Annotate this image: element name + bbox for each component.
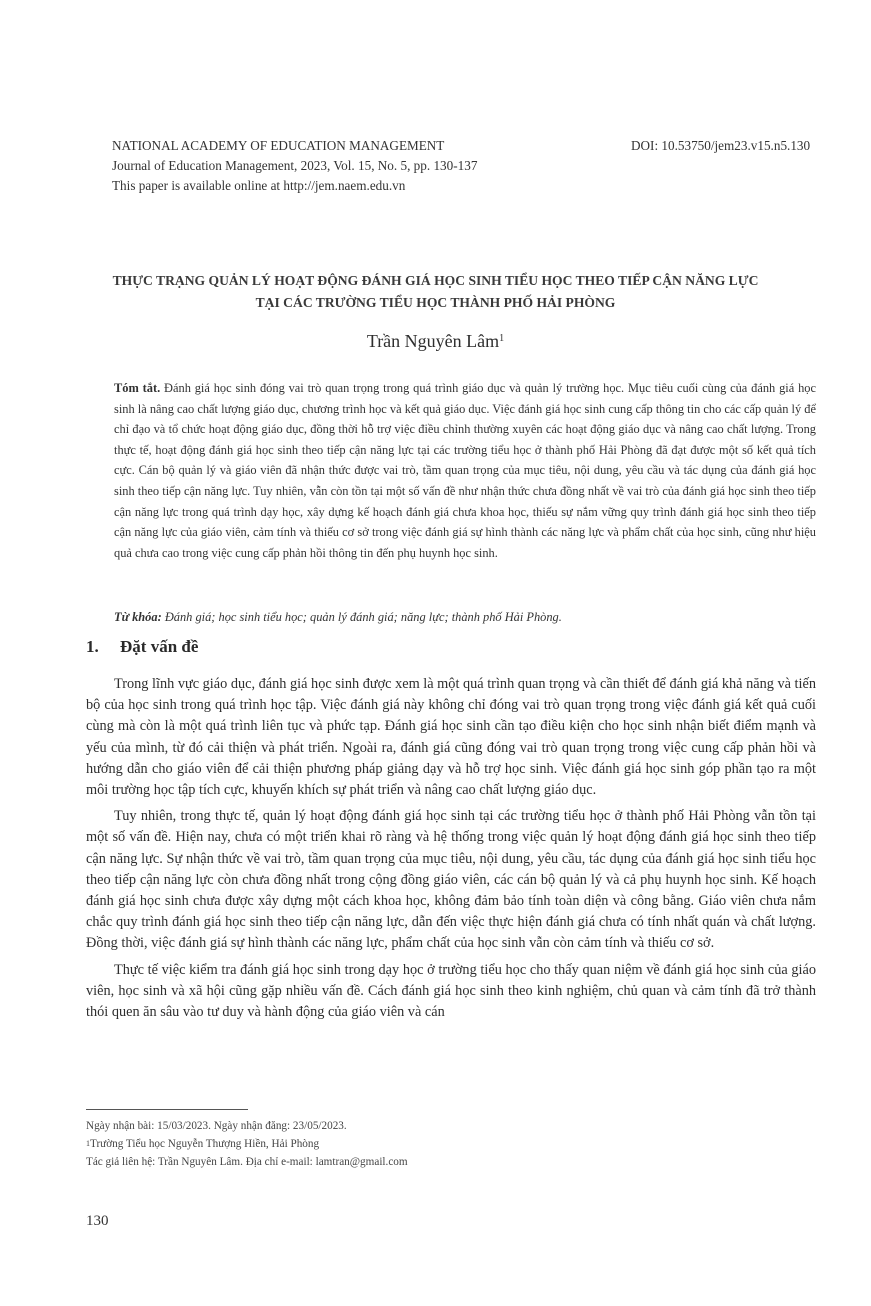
section-number: 1. xyxy=(86,637,99,656)
author xyxy=(0,330,871,352)
footnotes xyxy=(86,1117,408,1171)
footnote-affiliation-mark: 1 xyxy=(86,1139,90,1148)
keywords xyxy=(114,607,816,627)
author-name: Trần Nguyên Lâm xyxy=(366,331,500,351)
availability-note: This paper is available online at http://jem.naem.edu.vn xyxy=(112,178,406,193)
footnote-affiliation xyxy=(86,1135,408,1153)
doi: DOI: 10.53750/jem23.v15.n5.130 xyxy=(631,138,811,153)
title-line-2: TẠI CÁC TRƯỜNG TIỂU HỌC THÀNH PHỐ HẢI PHÒNG xyxy=(255,295,616,310)
abstract-label: Tóm tắt. xyxy=(114,381,161,395)
section-heading xyxy=(86,635,198,659)
paragraph: Tuy nhiên, trong thực tế, quản lý hoạt động đánh giá học sinh tại các trường tiểu học ở thành phố Hải Phòng vẫn tồn tại một số vấn đề. Hiện nay, chưa có một triển khai rõ ràng và hệ thống trong việc quản lý hoạt động đánh giá học sinh theo tiếp cận năng lực. Sự nhận thức về vai trò, tầm quan trọng của mục tiêu, nội dung, yêu cầu, tác dụng của đánh giá học sinh tiểu học theo tiếp cận năng lực còn chưa đồng nhất trong cộng đồng giáo viên, các cán bộ quản lý và cả phụ huynh học sinh. Kế hoạch đánh giá học sinh chưa được xây dựng một cách khoa học, không đảm bảo tính toàn diện và công bằng. Giáo viên chưa nắm chắc quy trình đánh giá học sinh theo tiếp cận năng lực, dẫn đến việc thực hiện đánh giá chưa có tính nhất quán và chất lượng. Đồng thời, việc đánh giá sự hình thành các năng lực, phẩm chất của học sinh vẫn còn cảm tính và thiếu cơ sở. xyxy=(86,808,816,952)
institution-name: NATIONAL ACADEMY OF EDUCATION MANAGEMENT xyxy=(112,138,445,153)
author-affiliation-mark: 1 xyxy=(499,333,505,344)
section-title: Đặt vấn đề xyxy=(120,637,199,656)
paragraph: Trong lĩnh vực giáo dục, đánh giá học sinh được xem là một quá trình quan trọng và cần thiết để đánh giá khả năng và tiến bộ của học sinh trong quá trình học tập. Việc đánh giá này không chỉ đóng vai trò quan trọng trong việc đánh giá kết quả cuối cùng mà còn là một quá trình liên tục và phức tạp. Đánh giá học sinh cần tạo điều kiện cho học sinh nhận biết điểm mạnh và yếu của mình, từ đó cải thiện và phát triển. Ngoài ra, đánh giá cũng đóng vai trò quan trọng trong việc cung cấp phản hồi và hướng dẫn cho giáo viên để cải thiện phương pháp giảng dạy và hỗ trợ học sinh. Việc đánh giá học sinh góp phần tạo ra một môi trường học tập tích cực, khuyến khích sự phát triển và nâng cao chất lượng giáo dục. xyxy=(86,676,816,799)
footnote-affiliation-text: Trường Tiểu học Nguyễn Thượng Hiền, Hải Phòng xyxy=(90,1138,320,1150)
footnote-contact: Tác giả liên hệ: Trần Nguyên Lâm. Địa chỉ e-mail: lamtran@gmail.com xyxy=(86,1156,408,1168)
paper-title xyxy=(60,270,811,314)
title-line-1: THỰC TRẠNG QUẢN LÝ HOẠT ĐỘNG ĐÁNH GIÁ HỌC SINH TIỂU HỌC THEO TIẾP CẬN NĂNG LỰC xyxy=(112,273,759,288)
abstract xyxy=(114,378,816,563)
abstract-text: Đánh giá học sinh đóng vai trò quan trọng trong quá trình giáo dục và quản lý trường học. Mục tiêu cuối cùng của đánh giá học sinh là nâng cao chất lượng giáo dục, chương trình học và kết quả giáo dục. Việc đánh giá học sinh cung cấp thông tin cho các cấp quản lý để chỉ đạo và tổ chức hoạt động giáo dục, đồng thời hỗ trợ việc điều chỉnh thường xuyên các hoạt động giáo dục và nâng cao chất lượng. Trong thực tế, hoạt động đánh giá học sinh theo tiếp cận năng lực tại các trường tiểu học ở thành phố Hải Phòng đã đạt được một số kết quả tích cực. Cán bộ quản lý và giáo viên đã nhận thức được vai trò, tầm quan trọng của mục tiêu, nội dung, yêu cầu và tác dụng của đánh giá học sinh theo tiếp cận năng lực. Tuy nhiên, vẫn còn tồn tại một số vấn đề như nhận thức chưa đồng nhất về vai trò của đánh giá học sinh theo tiếp cận năng lực trong quá trình dạy học, xây dựng kế hoạch đánh giá chưa khoa học, thiếu sự nắm vững quy trình đánh giá học sinh theo tiếp cận năng lực của giáo viên, cảm tính và thiếu cơ sở trong việc đánh giá sự hình thành các năng lực và phẩm chất của học sinh, cũng như hiệu quả chưa cao trong việc cung cấp phản hồi thông tin đến phụ huynh học sinh. xyxy=(114,381,816,560)
journal-citation: Journal of Education Management, 2023, Vol. 15, No. 5, pp. 130-137 xyxy=(112,158,478,173)
page-number: 130 xyxy=(86,1213,109,1229)
footnote-divider xyxy=(86,1109,248,1110)
body-text xyxy=(86,674,816,1028)
footnote-dates: Ngày nhận bài: 15/03/2023. Ngày nhận đăng: 23/05/2023. xyxy=(86,1120,347,1132)
paragraph: Thực tế việc kiểm tra đánh giá học sinh trong dạy học ở trường tiểu học cho thấy quan niệm về đánh giá học sinh của giáo viên, học sinh và xã hội cũng gặp nhiều vấn đề. Cách đánh giá học sinh theo kinh nghiệm, chủ quan và cảm tính đã trở thành thói quen ăn sâu vào tư duy và hành động của giáo viên và cán xyxy=(86,961,816,1021)
keywords-text: Đánh giá; học sinh tiểu học; quản lý đánh giá; năng lực; thành phố Hải Phòng. xyxy=(164,610,562,624)
keywords-label: Từ khóa: xyxy=(114,610,162,624)
